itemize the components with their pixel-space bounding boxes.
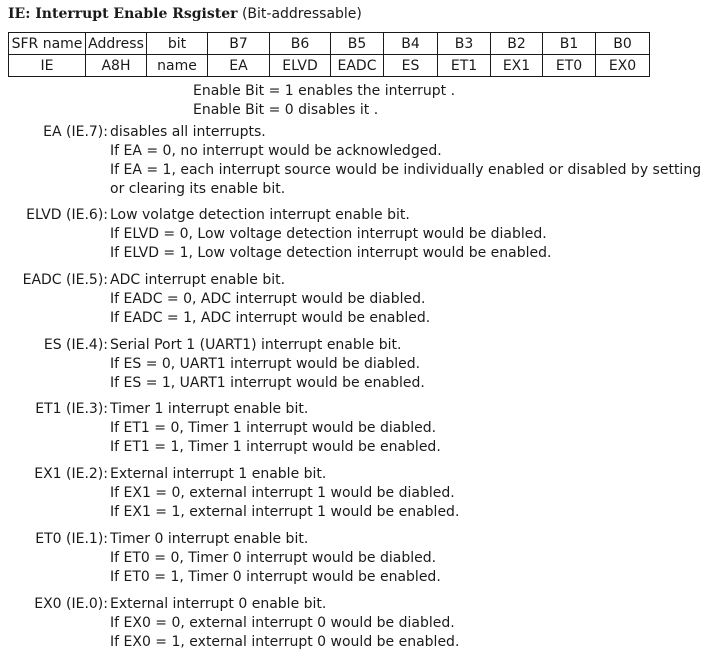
bit-condition: If ET1 = 1, Timer 1 interrupt would be enabled. <box>110 439 441 455</box>
value-cell: EADC <box>331 55 384 77</box>
bit-label: ES (IE.4): <box>43 337 108 353</box>
value-cell: name <box>147 55 208 77</box>
bit-condition: If EX1 = 1, external interrupt 1 would be enabled. <box>110 504 460 520</box>
header-cell: Address <box>86 33 147 55</box>
bit-label: EX1 (IE.2): <box>34 466 108 482</box>
bit-summary: Serial Port 1 (UART1) interrupt enable bit. <box>110 337 402 353</box>
value-cell: IE <box>9 55 86 77</box>
value-cell: EA <box>208 55 270 77</box>
bit-summary: ADC interrupt enable bit. <box>110 272 286 288</box>
enable-note <box>193 82 455 120</box>
bit-label: EA (IE.7): <box>43 124 108 140</box>
value-cell: ET0 <box>543 55 596 77</box>
header-cell: B0 <box>596 33 650 55</box>
bit-description <box>110 595 710 652</box>
register-header-row <box>9 33 650 55</box>
register-title-suffix: (Bit-addressable) <box>237 6 362 22</box>
value-cell: ET1 <box>438 55 491 77</box>
bit-label: EADC (IE.5): <box>22 272 108 288</box>
bit-condition: If ET0 = 1, Timer 0 interrupt would be enabled. <box>110 569 441 585</box>
bit-summary: disables all interrupts. <box>110 124 266 140</box>
value-cell: A8H <box>86 55 147 77</box>
bit-description <box>110 123 710 199</box>
header-cell: B6 <box>270 33 331 55</box>
header-cell: B4 <box>384 33 438 55</box>
bit-label: ELVD (IE.6): <box>26 207 108 223</box>
bit-condition: If EADC = 0, ADC interrupt would be diabled. <box>110 291 426 307</box>
bit-condition: If EX0 = 0, external interrupt 0 would be diabled. <box>110 615 455 631</box>
bit-description <box>110 530 710 587</box>
bit-label: ET0 (IE.1): <box>35 531 108 547</box>
header-cell: B2 <box>491 33 543 55</box>
enable-note-line: Enable Bit = 0 disables it . <box>193 102 379 118</box>
bit-condition: If EADC = 1, ADC interrupt would be enabled. <box>110 310 431 326</box>
register-title: IE: Interrupt Enable Rsgister <box>8 6 238 22</box>
value-cell: EX0 <box>596 55 650 77</box>
value-cell: ELVD <box>270 55 331 77</box>
header-cell: B5 <box>331 33 384 55</box>
register-table <box>8 32 650 77</box>
header-cell: B3 <box>438 33 491 55</box>
bit-condition: If EA = 0, no interrupt would be acknowledged. <box>110 143 442 159</box>
bit-description <box>110 271 710 328</box>
bit-description <box>110 465 710 522</box>
bit-description <box>110 206 710 263</box>
bit-description <box>110 400 710 457</box>
bit-summary: External interrupt 0 enable bit. <box>110 596 327 612</box>
value-cell: ES <box>384 55 438 77</box>
header-cell: bit <box>147 33 208 55</box>
bit-condition: If ES = 1, UART1 interrupt would be enabled. <box>110 375 425 391</box>
bit-condition: If EX0 = 1, external interrupt 0 would be enabled. <box>110 634 460 650</box>
bit-condition: If ELVD = 0, Low voltage detection interrupt would be diabled. <box>110 226 547 242</box>
bit-condition: If EX1 = 0, external interrupt 1 would be diabled. <box>110 485 455 501</box>
bit-label: ET1 (IE.3): <box>35 401 108 417</box>
bit-condition: If ELVD = 1, Low voltage detection interrupt would be enabled. <box>110 245 552 261</box>
page-title <box>8 5 362 23</box>
bit-condition: If EA = 1, each interrupt source would be individually enabled or disabled by setting or clearing its enable bit. <box>110 162 702 197</box>
register-value-row <box>9 55 650 77</box>
bit-condition: If ET0 = 0, Timer 0 interrupt would be diabled. <box>110 550 437 566</box>
enable-note-line: Enable Bit = 1 enables the interrupt . <box>193 83 456 99</box>
value-cell: EX1 <box>491 55 543 77</box>
bit-condition: If ET1 = 0, Timer 1 interrupt would be diabled. <box>110 420 437 436</box>
header-cell: B7 <box>208 33 270 55</box>
header-cell: B1 <box>543 33 596 55</box>
bit-condition: If ES = 0, UART1 interrupt would be diabled. <box>110 356 421 372</box>
bit-summary: Low volatge detection interrupt enable bit. <box>110 207 410 223</box>
bit-description <box>110 336 710 393</box>
header-cell: SFR name <box>9 33 86 55</box>
bit-summary: Timer 0 interrupt enable bit. <box>110 531 309 547</box>
bit-label: EX0 (IE.0): <box>34 596 108 612</box>
bit-summary: External interrupt 1 enable bit. <box>110 466 327 482</box>
bit-summary: Timer 1 interrupt enable bit. <box>110 401 309 417</box>
